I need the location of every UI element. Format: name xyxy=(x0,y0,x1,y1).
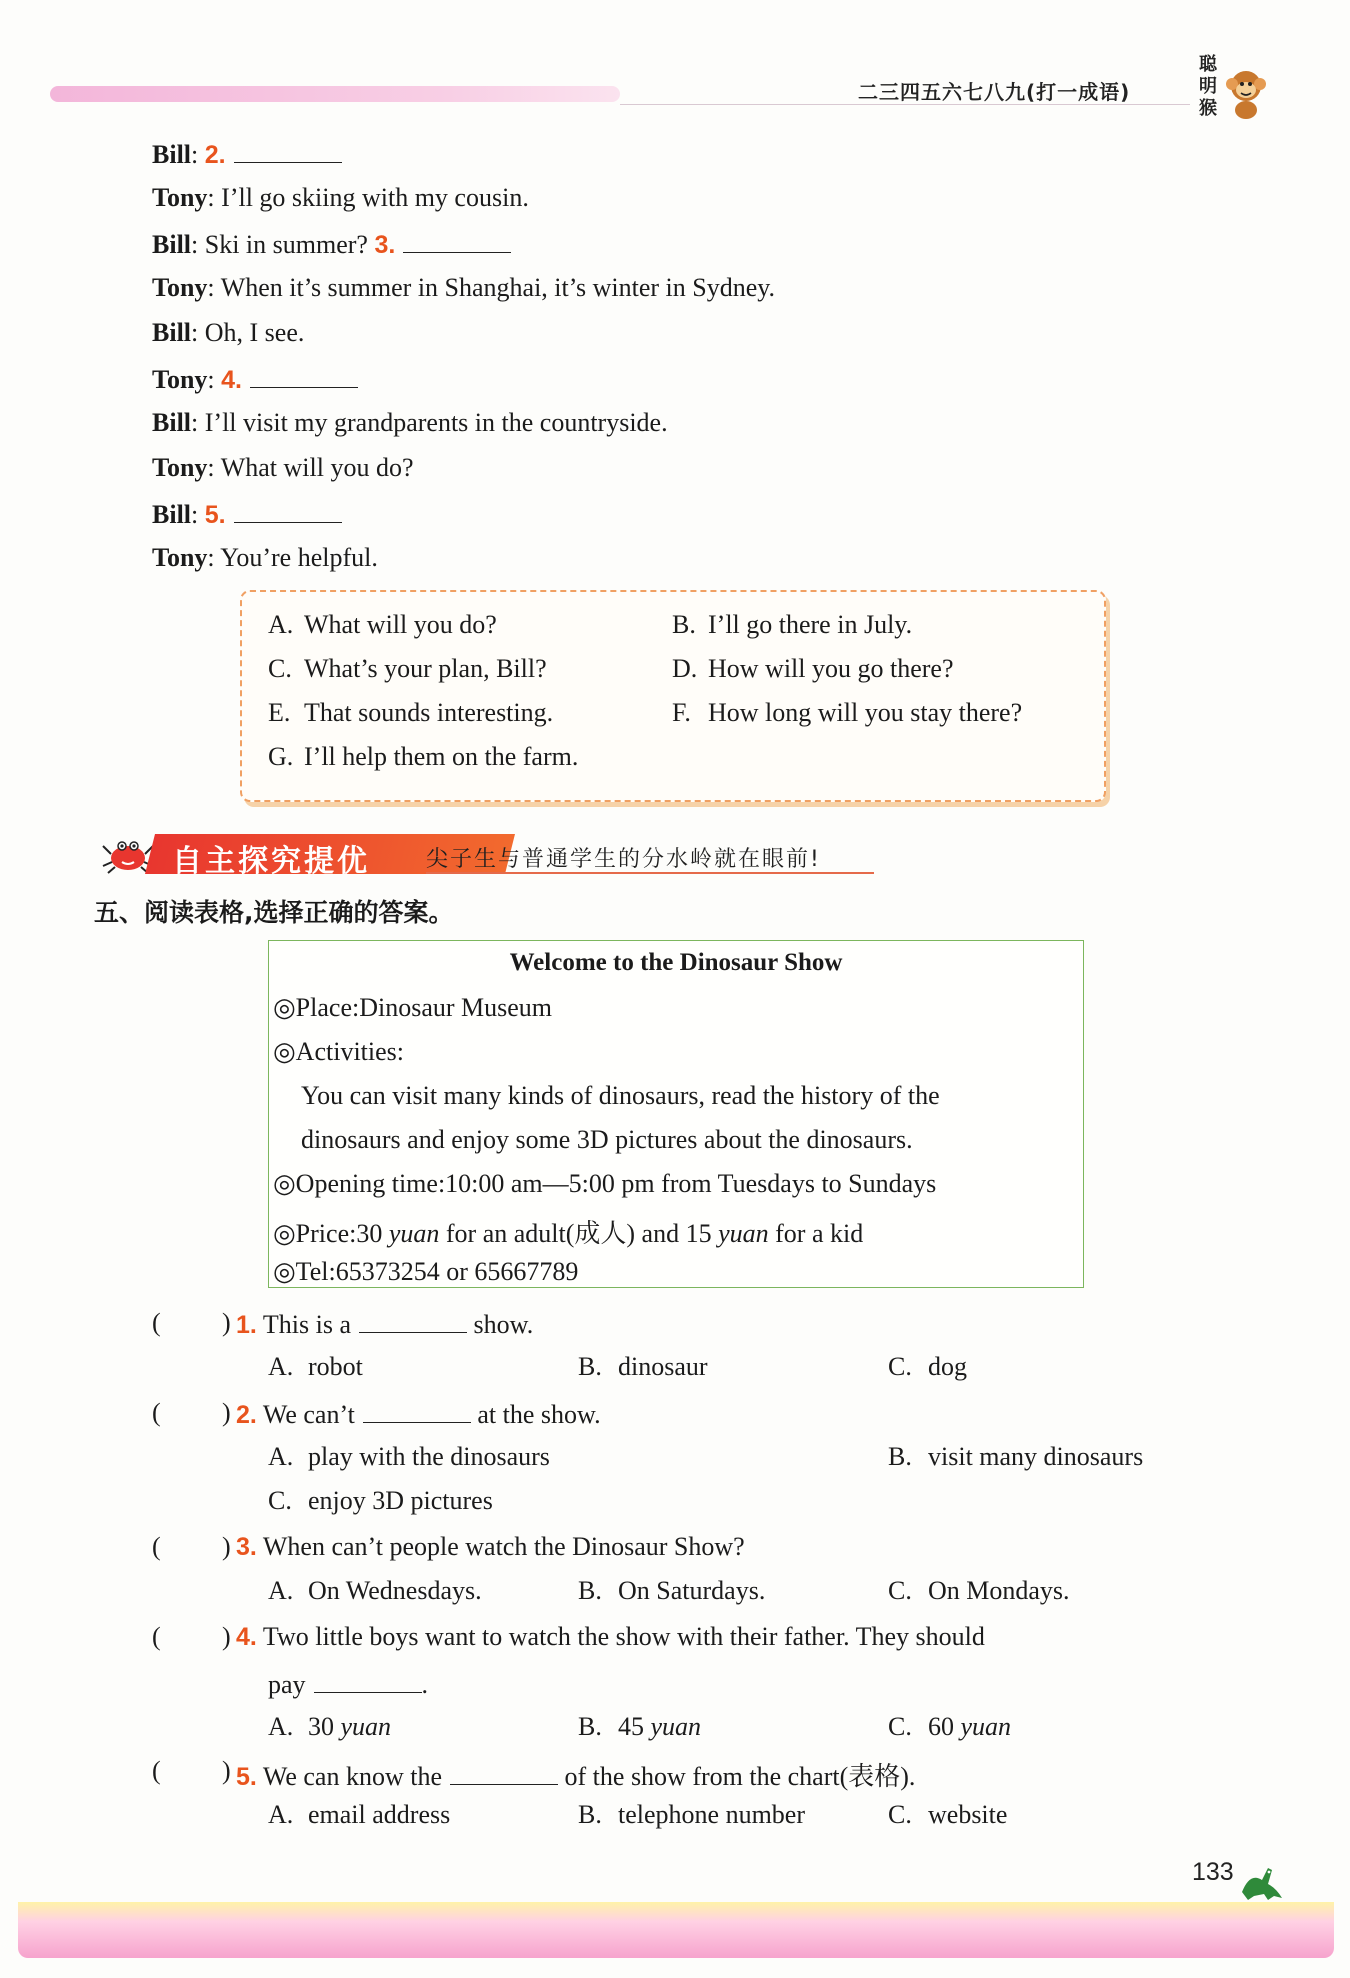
question-4 xyxy=(236,1622,985,1652)
choice-letter: C. xyxy=(888,1712,912,1741)
price-text: for an adult(成人) and 15 xyxy=(439,1219,719,1248)
answer-blank[interactable] xyxy=(363,1398,471,1423)
option-letter: E. xyxy=(268,698,291,727)
choice-a[interactable] xyxy=(268,1712,391,1742)
choice-letter: A. xyxy=(268,1712,294,1741)
choice-b[interactable] xyxy=(888,1442,1143,1472)
dialogue-text: What will you do? xyxy=(220,453,414,482)
choice-letter: C. xyxy=(888,1352,912,1381)
choice-text: website xyxy=(928,1800,1008,1829)
option-letter: F. xyxy=(672,698,691,727)
info-place: ◎Place:Dinosaur Museum xyxy=(273,993,553,1022)
question-5 xyxy=(236,1756,915,1793)
choice-a[interactable] xyxy=(268,1576,482,1606)
choice-a[interactable] xyxy=(268,1352,363,1382)
choice-letter: B. xyxy=(578,1712,602,1741)
option-f xyxy=(672,698,1022,728)
question-text: of the show from the chart(表格). xyxy=(564,1762,916,1791)
choice-b[interactable] xyxy=(578,1712,701,1742)
speaker: Bill xyxy=(152,500,192,529)
dialogue-line: Tony: You’re helpful. xyxy=(152,543,378,572)
question-number: 2. xyxy=(236,1401,257,1429)
blank-number: 2. xyxy=(204,141,226,169)
brand-char: 聪 xyxy=(1199,54,1217,75)
choice-letter: A. xyxy=(268,1442,294,1471)
choice-letter: B. xyxy=(578,1576,602,1605)
option-text: I’ll help them on the farm. xyxy=(304,742,579,771)
speaker: Bill xyxy=(152,318,192,347)
option-text: That sounds interesting. xyxy=(304,698,554,727)
question-number: 3. xyxy=(236,1533,257,1561)
price-text: for a kid xyxy=(768,1219,864,1248)
brand-char: 猴 xyxy=(1199,98,1217,119)
dialogue-line: Tony: When it’s summer in Shanghai, it’s winter in Sydney. xyxy=(152,273,776,302)
question-text: pay xyxy=(268,1670,306,1699)
answer-paren-left[interactable]: ( xyxy=(152,1532,161,1561)
question-text: This is a xyxy=(262,1310,351,1339)
option-text: How long will you stay there? xyxy=(708,698,1023,727)
info-opening-time: ◎Opening time:10:00 am—5:00 pm from Tuesdays to Sundays xyxy=(273,1169,937,1198)
header-stripe xyxy=(50,86,620,102)
brand-char: 明 xyxy=(1199,76,1217,97)
choice-c[interactable] xyxy=(268,1486,493,1516)
answer-blank[interactable] xyxy=(403,228,511,253)
answer-paren-right[interactable]: ) xyxy=(222,1756,231,1785)
speaker: Tony xyxy=(152,365,208,394)
option-letter: B. xyxy=(672,610,696,639)
dialogue-line: Bill: I’ll visit my grandparents in the countryside. xyxy=(152,408,668,437)
choice-letter: C. xyxy=(268,1486,292,1515)
dinosaur-icon xyxy=(1238,1862,1284,1902)
option-d xyxy=(672,654,954,684)
dialogue-line: Tony: I’ll go skiing with my cousin. xyxy=(152,183,529,212)
choice-letter: A. xyxy=(268,1800,294,1829)
option-text: What’s your plan, Bill? xyxy=(304,654,547,683)
info-price xyxy=(273,1213,863,1250)
choice-letter: A. xyxy=(268,1352,294,1381)
option-letter: C. xyxy=(268,654,292,683)
choice-c[interactable] xyxy=(888,1352,967,1382)
answer-paren-left[interactable]: ( xyxy=(152,1398,161,1427)
section-slogan: 尖子生与普通学生的分水岭就在眼前! xyxy=(426,847,821,872)
option-letter: D. xyxy=(672,654,698,683)
dialogue-line: Bill: Ski in summer? 3. xyxy=(152,228,511,260)
choice-unit: yuan xyxy=(650,1712,702,1741)
choice-a[interactable] xyxy=(268,1800,450,1830)
answer-paren-right[interactable]: ) xyxy=(222,1398,231,1427)
choice-text: visit many dinosaurs xyxy=(928,1442,1144,1471)
choice-b[interactable] xyxy=(578,1576,765,1606)
section-banner xyxy=(100,832,880,879)
answer-paren-right[interactable]: ) xyxy=(222,1532,231,1561)
choice-unit: yuan xyxy=(960,1712,1012,1741)
question-text: . xyxy=(421,1670,429,1699)
choice-unit: yuan xyxy=(340,1712,392,1741)
options-box xyxy=(240,590,1106,802)
choice-text: dinosaur xyxy=(618,1352,708,1381)
answer-blank[interactable] xyxy=(234,498,342,523)
choice-letter: C. xyxy=(888,1800,912,1829)
question-number: 1. xyxy=(236,1311,257,1339)
option-letter: A. xyxy=(268,610,294,639)
answer-paren-left[interactable]: ( xyxy=(152,1756,161,1785)
price-text: ◎Price:30 xyxy=(273,1219,389,1248)
answer-paren-right[interactable]: ) xyxy=(222,1308,231,1337)
choice-a[interactable] xyxy=(268,1442,550,1472)
question-text: We can’t xyxy=(262,1400,355,1429)
choice-text: On Mondays. xyxy=(928,1576,1070,1605)
choice-c[interactable] xyxy=(888,1712,1011,1742)
dialogue-line: Bill: Oh, I see. xyxy=(152,318,305,347)
choice-text: enjoy 3D pictures xyxy=(308,1486,493,1515)
section-title: 自主探究提优 xyxy=(172,844,370,879)
question-text: We can know the xyxy=(262,1762,443,1791)
answer-blank[interactable] xyxy=(359,1308,467,1333)
speaker: Bill xyxy=(152,140,192,169)
choice-text: 30 xyxy=(308,1712,334,1741)
speaker: Tony xyxy=(152,453,208,482)
info-table xyxy=(268,940,1084,1288)
question-text: When can’t people watch the Dinosaur Show? xyxy=(262,1532,745,1561)
page-number: 133 xyxy=(1192,1858,1234,1886)
info-title: Welcome to the Dinosaur Show xyxy=(509,949,843,976)
price-unit: yuan xyxy=(718,1219,769,1248)
option-c xyxy=(268,654,547,684)
choice-text: 60 xyxy=(928,1712,954,1741)
option-a xyxy=(268,610,497,640)
monkey-icon xyxy=(1224,66,1268,120)
option-letter: G. xyxy=(268,742,294,771)
blank-number: 4. xyxy=(221,366,243,394)
info-tel: ◎Tel:65373254 or 65667789 xyxy=(273,1257,579,1286)
speaker: Bill xyxy=(152,408,192,437)
header-riddle: 二三四五六七八九(打一成语) xyxy=(858,80,1131,104)
answer-blank[interactable] xyxy=(450,1760,558,1785)
dialogue-text: I’ll go skiing with my cousin. xyxy=(221,183,529,212)
footer-band xyxy=(18,1902,1334,1958)
dialogue-text: Oh, I see. xyxy=(204,318,305,347)
dialogue-line: Bill: 5. xyxy=(152,498,342,530)
choice-letter: A. xyxy=(268,1576,294,1605)
answer-paren-left[interactable]: ( xyxy=(152,1308,161,1337)
speaker: Tony xyxy=(152,183,208,212)
dialogue-line: Tony: 4. xyxy=(152,363,358,395)
brand-text xyxy=(1196,54,1220,120)
dialogue-text: Ski in summer? xyxy=(204,230,368,259)
option-text: What will you do? xyxy=(304,610,497,639)
answer-blank[interactable] xyxy=(250,363,358,388)
dialogue-text: You’re helpful. xyxy=(220,543,378,572)
info-activities-label: ◎Activities: xyxy=(273,1037,405,1066)
dialogue-text: I’ll visit my grandparents in the countryside. xyxy=(204,408,668,437)
choice-letter: B. xyxy=(578,1352,602,1381)
answer-paren-left[interactable]: ( xyxy=(152,1622,161,1651)
speaker: Bill xyxy=(152,230,192,259)
question-number: 5. xyxy=(236,1763,257,1791)
question-text: Two little boys want to watch the show with their father. They should xyxy=(262,1622,985,1651)
speaker: Tony xyxy=(152,273,208,302)
choice-text: On Saturdays. xyxy=(618,1576,766,1605)
choice-text: 45 xyxy=(618,1712,644,1741)
choice-letter: C. xyxy=(888,1576,912,1605)
info-activities-text: You can visit many kinds of dinosaurs, read the history of the xyxy=(301,1081,940,1110)
answer-paren-right[interactable]: ) xyxy=(222,1622,231,1651)
choice-text: email address xyxy=(308,1800,451,1829)
blank-number: 5. xyxy=(204,501,226,529)
option-b xyxy=(672,610,912,640)
answer-blank[interactable] xyxy=(314,1668,422,1693)
question-text: at the show. xyxy=(477,1400,601,1429)
choice-b[interactable] xyxy=(578,1800,805,1830)
option-text: How will you go there? xyxy=(708,654,954,683)
dialogue-text: When it’s summer in Shanghai, it’s winter in Sydney. xyxy=(220,273,776,302)
option-e xyxy=(268,698,553,728)
dialogue-line: Bill: 2. xyxy=(152,138,342,170)
exercise-title: 五、阅读表格,选择正确的答案。 xyxy=(94,898,454,927)
choice-text: dog xyxy=(928,1352,967,1381)
question-1 xyxy=(236,1308,533,1340)
question-3 xyxy=(236,1532,745,1562)
choice-text: play with the dinosaurs xyxy=(308,1442,550,1471)
price-unit: yuan xyxy=(388,1219,440,1248)
question-2 xyxy=(236,1398,601,1430)
speaker: Tony xyxy=(152,543,208,572)
choice-b[interactable] xyxy=(578,1352,708,1382)
slogan-underline xyxy=(426,872,874,874)
brand-logo xyxy=(1196,54,1266,124)
info-activities-text: dinosaurs and enjoy some 3D pictures about the dinosaurs. xyxy=(301,1125,913,1154)
question-text: show. xyxy=(473,1310,534,1339)
choice-text: robot xyxy=(308,1352,363,1381)
option-text: I’ll go there in July. xyxy=(708,610,913,639)
choice-c[interactable] xyxy=(888,1800,1007,1830)
blank-number: 3. xyxy=(374,231,396,259)
answer-blank[interactable] xyxy=(234,138,342,163)
question-number: 4. xyxy=(236,1623,257,1651)
question-4-line-2 xyxy=(268,1668,428,1700)
option-g xyxy=(268,742,578,772)
choice-letter: B. xyxy=(578,1800,602,1829)
choice-text: On Wednesdays. xyxy=(308,1576,482,1605)
choice-letter: B. xyxy=(888,1442,912,1471)
choice-c[interactable] xyxy=(888,1576,1070,1606)
dialogue-line: Tony: What will you do? xyxy=(152,453,414,482)
choice-text: telephone number xyxy=(618,1800,805,1829)
